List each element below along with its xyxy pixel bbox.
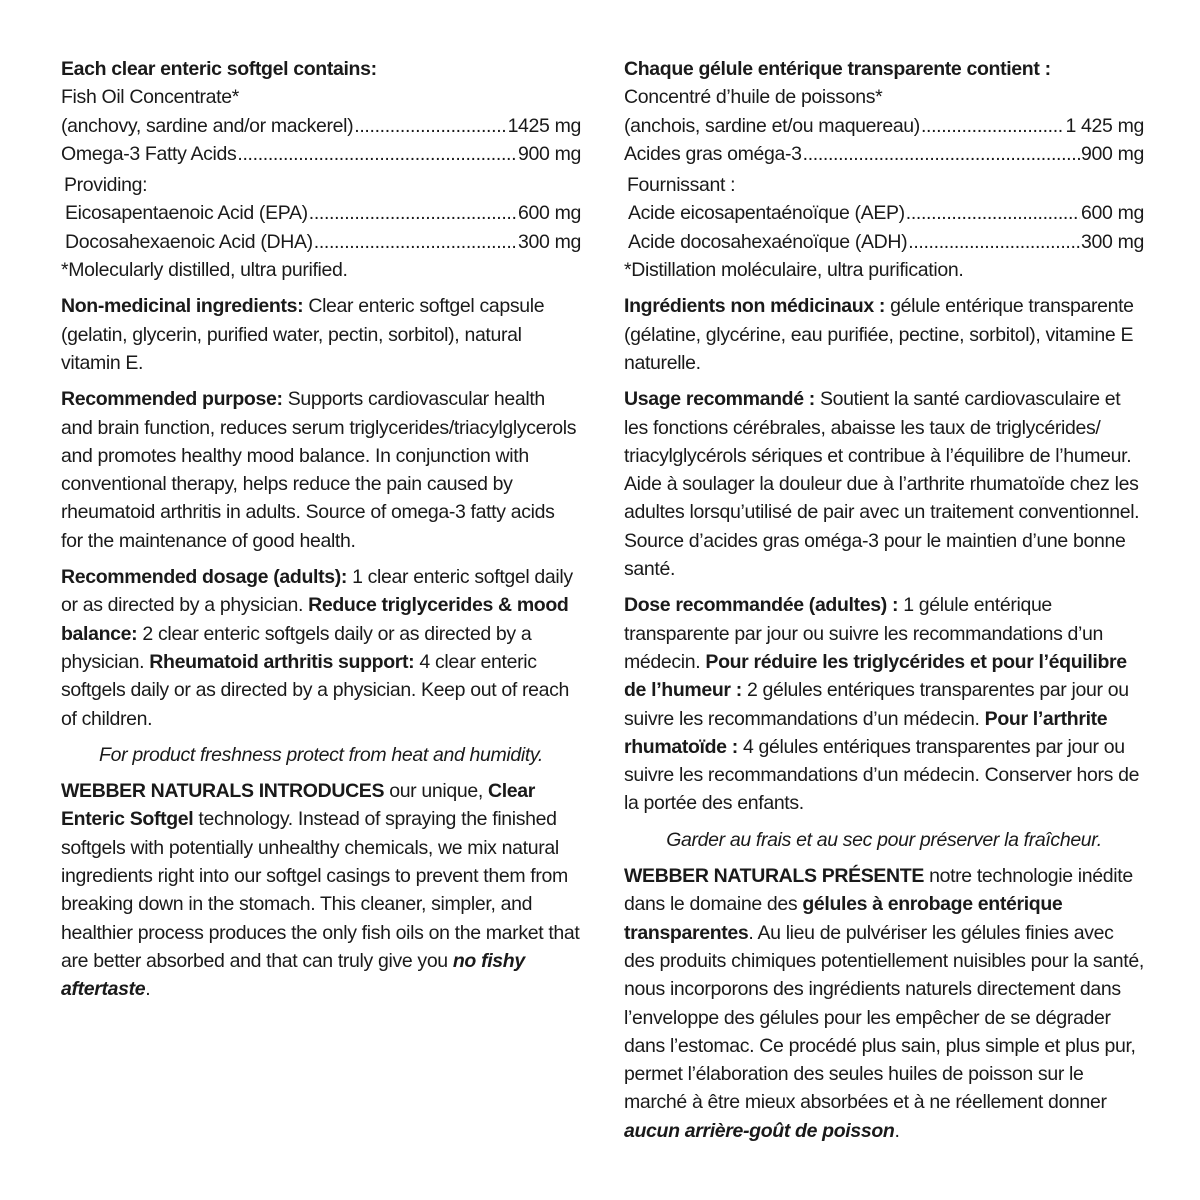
dosage-text-2: 2 gélules entériques transparentes par jour ou suivre les recommandations d’un médecin. bbox=[624, 679, 1129, 730]
intro-tech: Clear Enteric Softgel bbox=[61, 780, 536, 831]
dosage-heading: Recommended dosage (adults): bbox=[61, 566, 347, 589]
omega-label: Acides gras oméga-3 bbox=[624, 142, 802, 165]
purpose-paragraph bbox=[61, 385, 581, 555]
purpose-text: Soutient la santé cardiovasculaire et les fonctions cérébrales, abaisse les taux de triglycérides/ triacylglycérols sériques et contribue à l’équilibre de l’humeur. Aide à soulager la douleur due à l’arthrite rhumatoïde chez les adultes lorsqu’utilisé de pair avec un traitement conventionnel. Source d’acides gras oméga-3 pour le maintien d’une bonne santé. bbox=[624, 388, 1140, 581]
purpose-heading: Usage recommandé : bbox=[624, 388, 815, 411]
dha-row bbox=[624, 228, 1144, 256]
french-column bbox=[624, 55, 1144, 1145]
omega-label: Omega-3 Fatty Acids bbox=[61, 142, 237, 165]
dha-label: Acide docosahexaénoïque (ADH) bbox=[628, 230, 908, 253]
footnote: *Distillation moléculaire, ultra purification. bbox=[624, 259, 964, 282]
omega-amount: 900 mg bbox=[518, 142, 581, 165]
dosage-heading-3: Rheumatoid arthritis support: bbox=[149, 650, 415, 673]
intro-end: . bbox=[894, 1119, 900, 1142]
omega-row bbox=[61, 140, 581, 168]
epa-label: Acide eicosapentaénoïque (AEP) bbox=[628, 202, 905, 225]
epa-amount: 600 mg bbox=[518, 202, 581, 225]
omega-row bbox=[624, 140, 1144, 168]
storage-note: Garder au frais et au sec pour préserver la fraîcheur. bbox=[666, 828, 1102, 851]
intro-claim: no fishy aftertaste bbox=[61, 949, 525, 1001]
dosage-heading-2: Reduce triglycerides & mood balance: bbox=[61, 594, 569, 645]
leader-dots bbox=[237, 140, 517, 168]
storage-note: For product freshness protect from heat and humidity. bbox=[99, 743, 543, 766]
fish-oil-source: (anchois, sardine et/ou maquereau) bbox=[624, 114, 920, 137]
intro-end: . bbox=[145, 978, 151, 1001]
epa-row bbox=[624, 199, 1144, 227]
dosage-text-3: 4 gélules entériques transparentes par jour ou suivre les recommandations d’un médecin. Conserver hors de la portée des enfants. bbox=[624, 735, 1140, 815]
dosage-text-3: 4 clear enteric softgels daily or as directed by a physician. Keep out of reach of children. bbox=[61, 650, 570, 730]
intro-text-2: technology. Instead of spraying the finished softgels with potentially unhealthy chemicals, we mix natural ingredients right into our softgel casings to prevent them from breaking down in the stomach. This cleaner, simpler, and healthier process produces the only fish oils on the market that are better absorbed and that can truly give you bbox=[61, 808, 580, 972]
epa-row bbox=[61, 199, 581, 227]
leader-dots bbox=[906, 199, 1080, 227]
intro-text-1: our unique, bbox=[384, 780, 488, 803]
providing-label: Fournissant : bbox=[627, 174, 736, 197]
dosage-text-2: 2 clear enteric softgels daily or as directed by a physician. bbox=[61, 622, 532, 673]
intro-brand: WEBBER NATURALS INTRODUCES bbox=[61, 780, 385, 803]
leader-dots bbox=[309, 199, 517, 227]
intro-brand: WEBBER NATURALS PRÉSENTE bbox=[624, 865, 925, 888]
purpose-paragraph bbox=[624, 385, 1144, 583]
dosage-text-1: 1 gélule entérique transparente par jour ou suivre les recommandations d’un médecin. bbox=[624, 594, 1104, 673]
dosage-paragraph bbox=[624, 591, 1144, 817]
contains-heading: Each clear enteric softgel contains: bbox=[61, 58, 377, 80]
dosage-heading-2: Pour réduire les triglycérides et pour l’équilibre de l’humeur : bbox=[624, 650, 1127, 702]
providing-label: Providing: bbox=[64, 174, 148, 197]
non-medicinal-heading: Non-medicinal ingredients: bbox=[61, 295, 304, 318]
non-medicinal-text: gélule entérique transparente (gélatine, glycérine, eau purifiée, pectine, sorbitol), vitamine E naturelle. bbox=[624, 295, 1134, 374]
intro-paragraph bbox=[61, 777, 581, 1003]
non-medicinal-paragraph bbox=[61, 292, 581, 377]
intro-claim: aucun arrière-goût de poisson bbox=[624, 1119, 895, 1142]
dha-row bbox=[61, 228, 581, 256]
intro-text-1: notre technologie inédite dans le domaine des bbox=[624, 865, 1133, 916]
non-medicinal-paragraph bbox=[624, 292, 1144, 377]
dosage-heading: Dose recommandée (adultes) : bbox=[624, 594, 899, 617]
fish-oil-label: Fish Oil Concentrate* bbox=[61, 86, 239, 109]
footnote: *Molecularly distilled, ultra purified. bbox=[61, 259, 348, 282]
purpose-heading: Recommended purpose: bbox=[61, 388, 283, 411]
intro-paragraph bbox=[624, 862, 1144, 1145]
intro-tech: gélules à enrobage entérique transparentes bbox=[624, 893, 1063, 944]
dha-amount: 300 mg bbox=[518, 230, 581, 253]
fish-oil-amount: 1 425 mg bbox=[1065, 114, 1144, 137]
non-medicinal-heading: Ingrédients non médicinaux : bbox=[624, 295, 886, 318]
fish-oil-row bbox=[624, 112, 1144, 140]
leader-dots bbox=[354, 112, 506, 140]
fish-oil-amount: 1425 mg bbox=[507, 114, 581, 137]
fish-oil-source: (anchovy, sardine and/or mackerel) bbox=[61, 114, 354, 137]
non-medicinal-text: Clear enteric softgel capsule (gelatin, glycerin, purified water, pectin, sorbitol), natural vitamin E. bbox=[61, 295, 545, 374]
intro-text-2: . Au lieu de pulvériser les gélules finies avec des produits chimiques potentiellement nuisibles pour la santé, nous incorporons des ingrédients naturels directement dans l’enveloppe des gélules pour les empêcher de se dégrader dans l’estomac. Ce procédé plus sain, plus simple et plus pur, permet l’élaboration des seules huiles de poisson sur le marché à être mieux absorbées et à ne réellement donner bbox=[624, 921, 1144, 1114]
epa-label: Eicosapentaenoic Acid (EPA) bbox=[65, 202, 308, 225]
dha-amount: 300 mg bbox=[1081, 230, 1144, 253]
leader-dots bbox=[908, 228, 1080, 256]
omega-amount: 900 mg bbox=[1081, 142, 1144, 165]
contains-heading: Chaque gélule entérique transparente contient : bbox=[624, 58, 1051, 80]
dha-label: Docosahexaenoic Acid (DHA) bbox=[65, 230, 313, 253]
leader-dots bbox=[921, 112, 1065, 140]
purpose-text: Supports cardiovascular health and brain function, reduces serum triglycerides/triacylglycerols and promotes healthy mood balance. In conjunction with conventional therapy, helps reduce the pain caused by rheumatoid arthritis in adults. Source of omega-3 fatty acids for the maintenance of good health. bbox=[61, 388, 577, 552]
epa-amount: 600 mg bbox=[1081, 202, 1144, 225]
dosage-heading-3: Pour l’arthrite rhumatoïde : bbox=[624, 707, 1108, 758]
english-column bbox=[61, 55, 581, 1004]
dosage-paragraph bbox=[61, 563, 581, 733]
leader-dots bbox=[803, 140, 1080, 168]
fish-oil-label: Concentré d’huile de poissons* bbox=[624, 86, 883, 109]
leader-dots bbox=[314, 228, 517, 256]
dosage-text-1: 1 clear enteric softgel daily or as directed by a physician. bbox=[61, 566, 573, 617]
fish-oil-row bbox=[61, 112, 581, 140]
